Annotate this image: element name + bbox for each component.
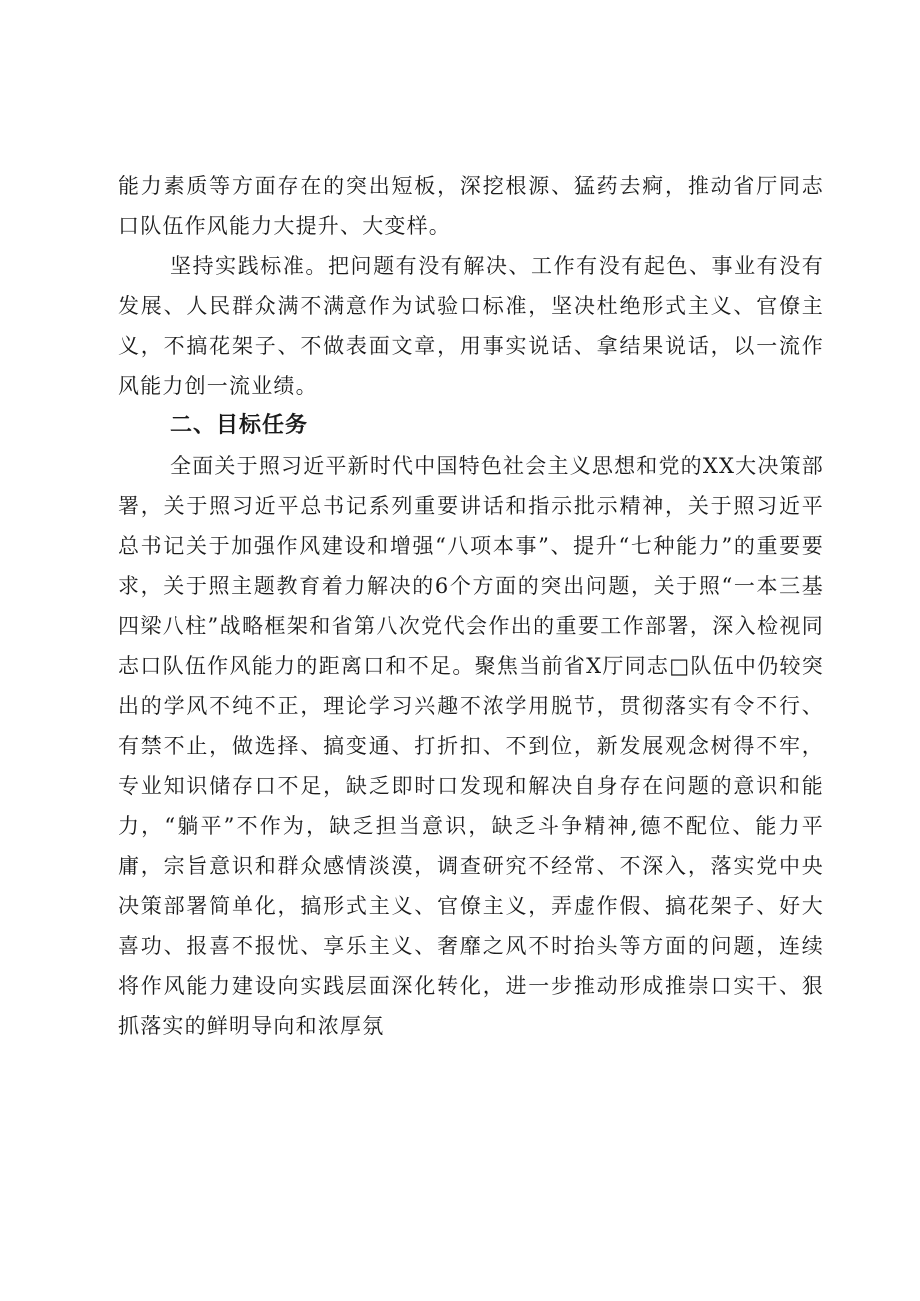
paragraph-goals: 全面关于照习近平新时代中国特色社会主义思想和党的XX大决策部署，关于照习近平总书记系列重要讲话和指示批示精神，关于照习近平总书记关于加强作风建设和增强“八项本事”、提升“七种能力”的重要要求，关于照主题教育着力解决的6个方面的突出问题，关于照“一本三基四梁八柱”战略框架和省第八次党代会作出的重要工作部署，深入检视同志口队伍作风能力的距离口和不足。聚焦当前省X厅同志□队伍中仍较突出的学风不纯不正，理论学习兴趣不浓学用脱节，贯彻落实有令不行、有禁不止，做选择、搞变通、打折扣、不到位，新发展观念树得不牢，专业知识储存口不足，缺乏即时口发现和解决自身存在问题的意识和能力，“躺平”不作为，缺乏担当意识，缺乏斗争精神,德不配位、能力平庸，宗旨意识和群众感情淡漠，调查研究不经常、不深入，落实党中央决策部署简单化，搞形式主义、官僚主义，弄虚作假、搞花架子、好大喜功、报喜不报忧、享乐主义、奢靡之风不时抬头等方面的问题，连续将作风能力建设向实践层面深化转化，进一步推动形成推崇口实干、狠抓落实的鲜明导向和浓厚氛	[118, 454, 824, 1038]
document-body	[118, 166, 824, 1046]
paragraph-practice-standard: 坚持实践标准。把问题有没有解决、工作有没有起色、事业有没有发展、人民群众满不满意作为试验口标准，坚决杜绝形式主义、官僚主义，不搞花架子、不做表面文章，用事实说话、拿结果说话，以一流作风能力创一流业绩。	[118, 254, 824, 398]
section-heading-goals: 二、目标任务	[170, 413, 309, 438]
paragraph-continued: 能力素质等方面存在的突出短板，深挖根源、猛药去痾，推动省厅同志口队伍作风能力大提升、大变样。	[118, 174, 824, 238]
